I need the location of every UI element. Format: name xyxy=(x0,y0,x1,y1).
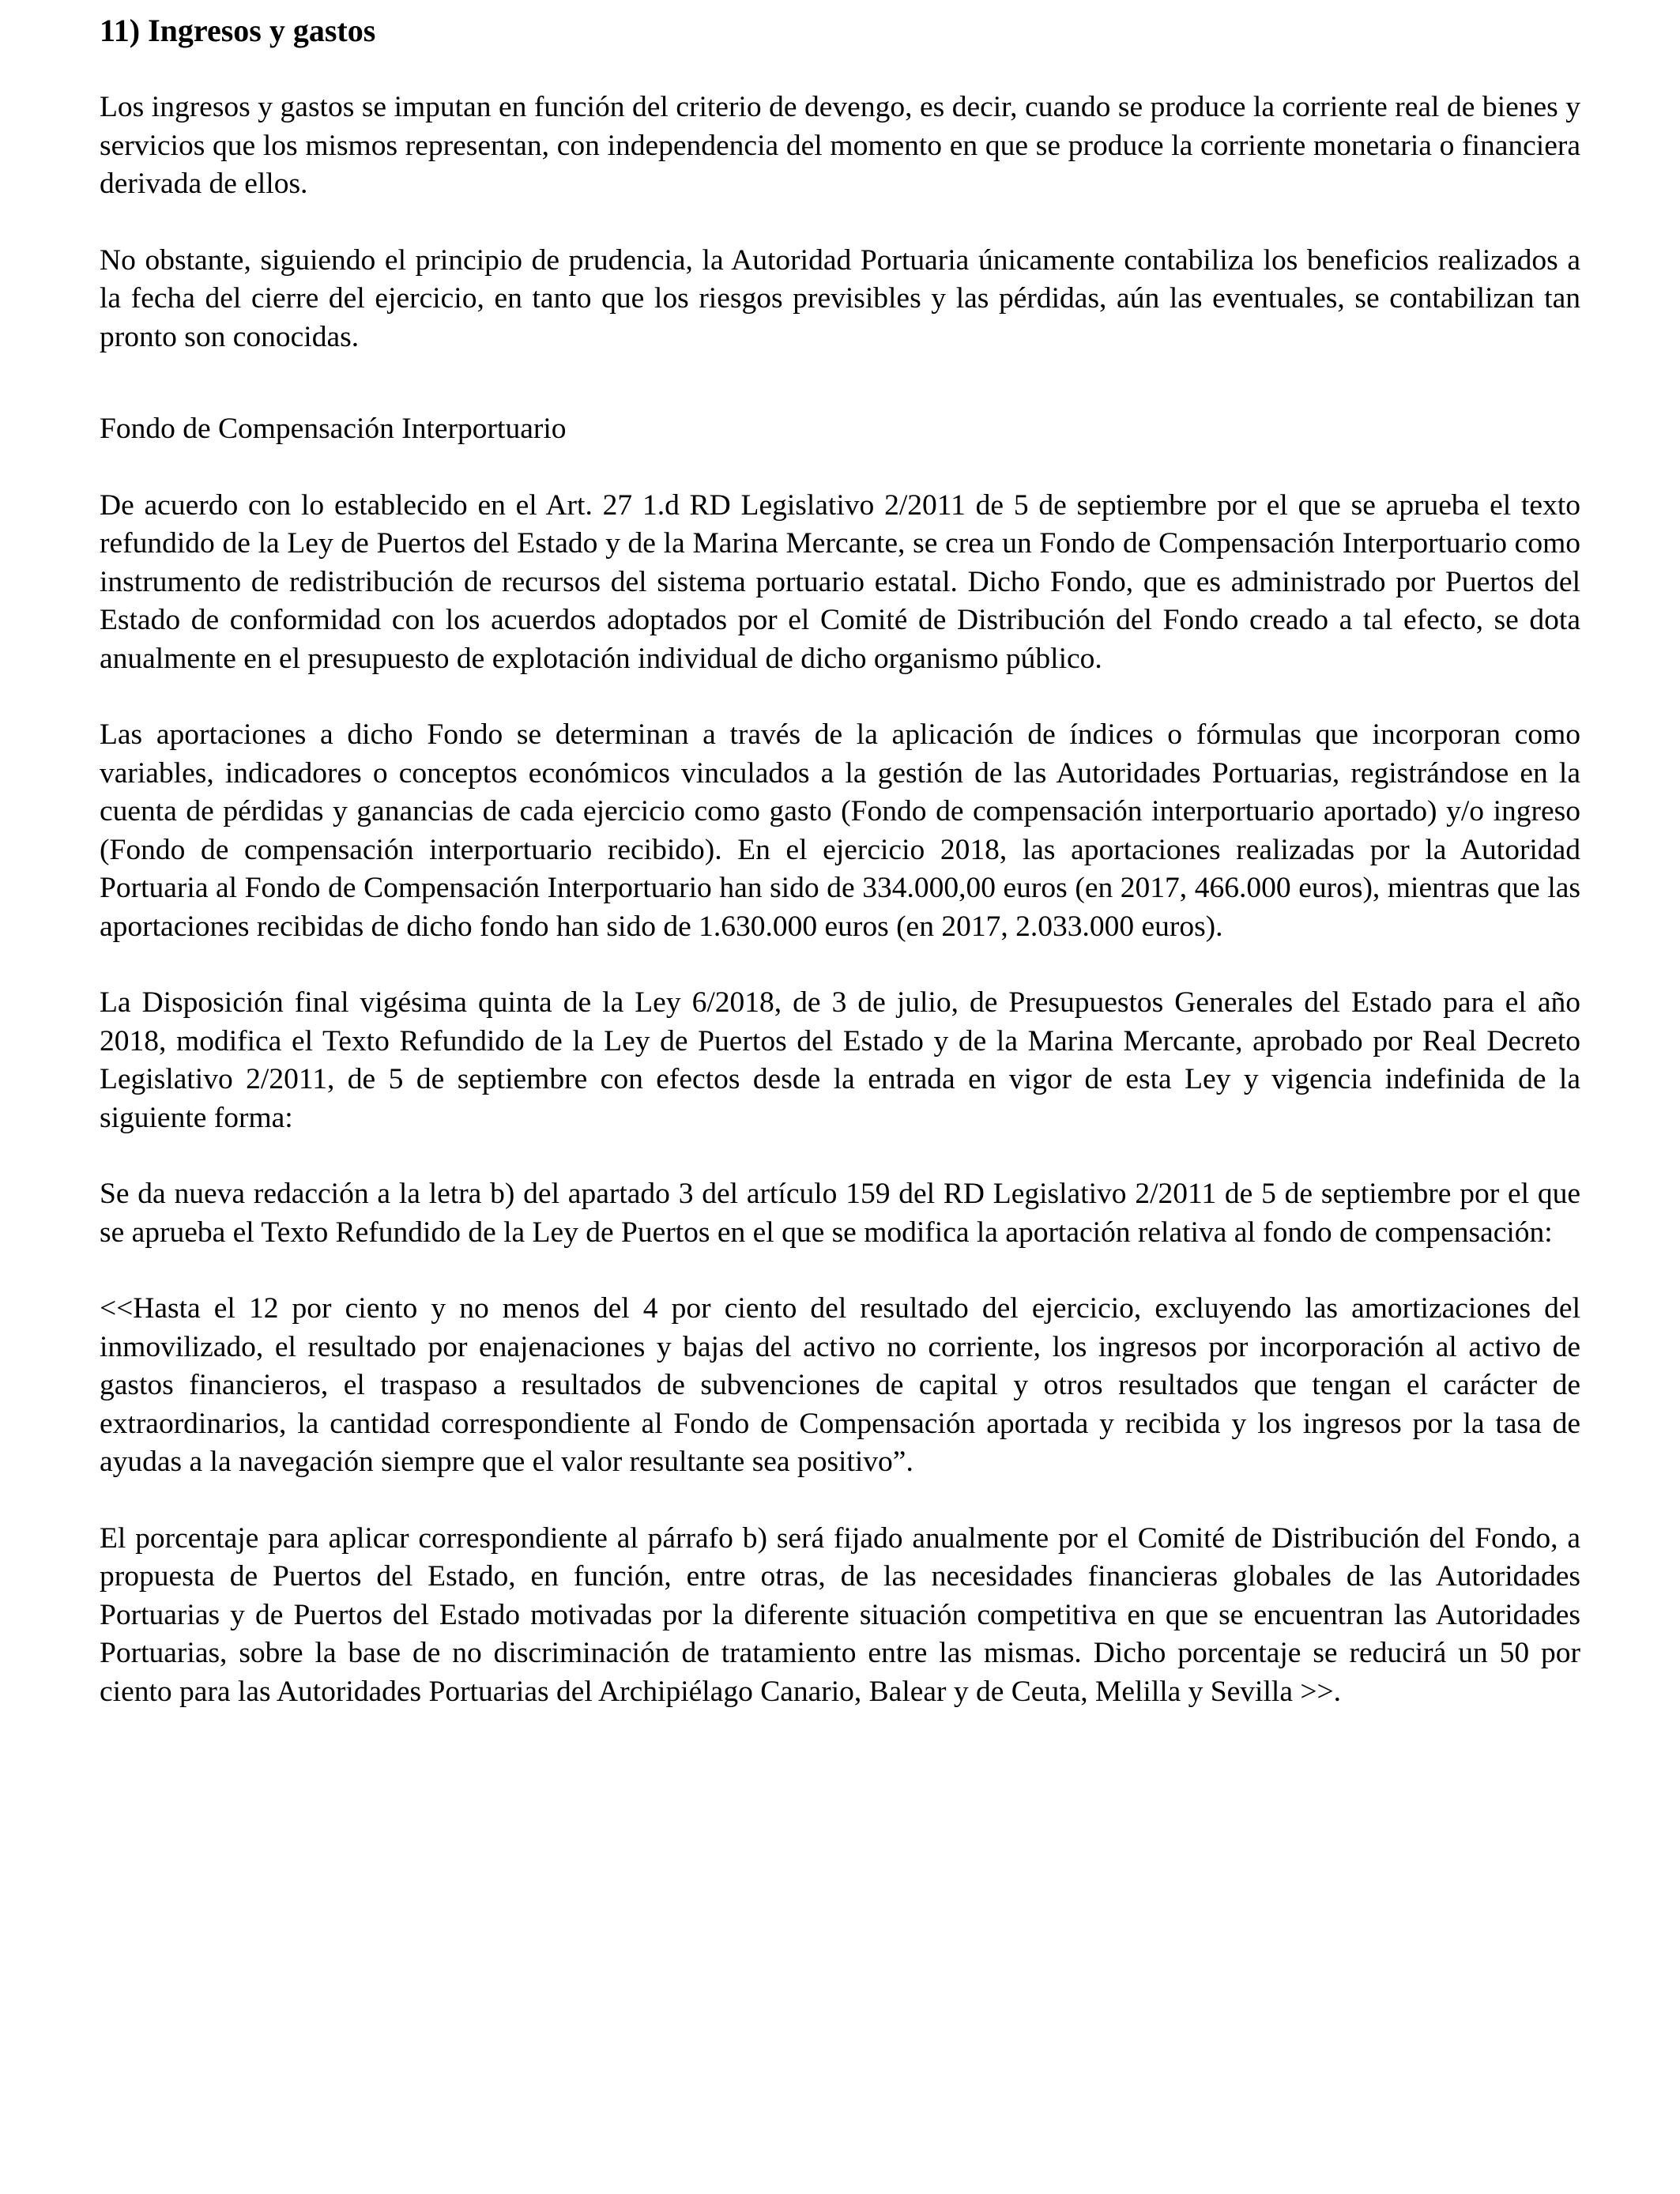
paragraph-devengo: Los ingresos y gastos se imputan en función del criterio de devengo, es decir, cuando se produce la corriente real de bienes y servicios que los mismos representan, con independencia del momento en que se produce la corriente monetaria o financiera derivada de ellos. xyxy=(100,91,1580,200)
paragraph-fondo-creacion: De acuerdo con lo establecido en el Art. 27 1.d RD Legislativo 2/2011 de 5 de septiembre por el que se aprueba el texto refundido de la Ley de Puertos del Estado y de la Marina Mercante, se crea un Fondo de Compensación Interportuario como instrumento de redistribución de recursos del sistema portuario estatal. Dicho Fondo, que es administrado por Puertos del Estado de conformidad con los acuerdos adoptados por el Comité de Distribución del Fondo creado a tal efecto, se dota anualmente en el presupuesto de explotación individual de dicho organismo público. xyxy=(100,488,1580,675)
paragraph-cita-porcentaje: <<Hasta el 12 por ciento y no menos del 4 por ciento del resultado del ejercicio, excluyendo las amortizaciones del inmovilizado, el resultado por enajenaciones y bajas del activo no corriente, los ingresos por incorporación al activo de gastos financieros, el traspaso a resultados de subvenciones de capital y otros resultados que tengan el carácter de extraordinarios, la cantidad correspondiente al Fondo de Compensación aportada y recibida y los ingresos por la tasa de ayudas a la navegación siempre que el valor resultante sea positivo”. xyxy=(100,1292,1580,1478)
paragraph-prudencia: No obstante, siguiendo el principio de prudencia, la Autoridad Portuaria únicamente contabiliza los beneficios realizados a la fecha del cierre del ejercicio, en tanto que los riesgos previsibles y las pérdidas, aún las eventuales, se contabilizan tan pronto son conocidas. xyxy=(100,243,1580,353)
paragraph-disposicion-final: La Disposición final vigésima quinta de la Ley 6/2018, de 3 de julio, de Presupuestos Generales del Estado para el año 2018, modifica el Texto Refundido de la Ley de Puertos del Estado y de la Marina Mercante, aprobado por Real Decreto Legislativo 2/2011, de 5 de septiembre con efectos desde la entrada en vigor de esta Ley y vigencia indefinida de la siguiente forma: xyxy=(100,986,1580,1134)
document-page xyxy=(100,0,1580,1711)
paragraph-aportaciones: Las aportaciones a dicho Fondo se determinan a través de la aplicación de índices o fórmulas que incorporan como variables, indicadores o conceptos económicos vinculados a la gestión de las Autoridades Portuarias, registrándose en la cuenta de pérdidas y ganancias de cada ejercicio como gasto (Fondo de compensación interportuario aportado) y/o ingreso (Fondo de compensación interportuario recibido). En el ejercicio 2018, las aportaciones realizadas por la Autoridad Portuaria al Fondo de Compensación Interportuario han sido de 334.000,00 euros (en 2017, 466.000 euros), mientras que las aportaciones recibidas de dicho fondo han sido de 1.630.000 euros (en 2017, 2.033.000 euros). xyxy=(100,718,1580,943)
paragraph-nueva-redaccion: Se da nueva redacción a la letra b) del apartado 3 del artículo 159 del RD Legislativo 2/2011 de 5 de septiembre por el que se aprueba el Texto Refundido de la Ley de Puertos en el que se modifica la aportación relativa al fondo de compensación: xyxy=(100,1178,1580,1249)
section-heading: 11) Ingresos y gastos xyxy=(100,13,376,48)
subheading-fondo: Fondo de Compensación Interportuario xyxy=(100,413,567,445)
paragraph-porcentaje-comite: El porcentaje para aplicar correspondiente al párrafo b) será fijado anualmente por el Comité de Distribución del Fondo, a propuesta de Puertos del Estado, en función, entre otras, de las necesidades financieras globales de las Autoridades Portuarias y de Puertos del Estado motivadas por la diferente situación competitiva en que se encuentran las Autoridades Portuarias, sobre la base de no discriminación de tratamiento entre las mismas. Dicho porcentaje se reducirá un 50 por ciento para las Autoridades Portuarias del Archipiélago Canario, Balear y de Ceuta, Melilla y Sevilla >>. xyxy=(100,1521,1580,1708)
